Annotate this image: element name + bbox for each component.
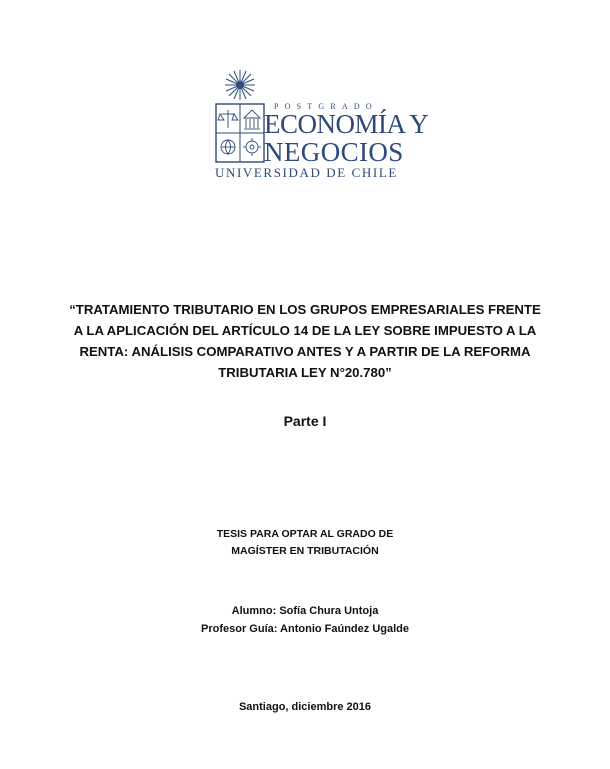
star-emblem-icon (212, 70, 272, 166)
university-logo (212, 70, 429, 185)
student-name: Alumno: Sofía Chura Untoja (231, 605, 379, 617)
logo-university-text: UNIVERSIDAD DE CHILE (215, 165, 398, 180)
authors-block (0, 602, 610, 638)
title-line: TRIBUTARIA LEY N°20.780” (218, 365, 392, 380)
place-date: Santiago, diciembre 2016 (238, 701, 372, 713)
degree-statement (0, 526, 610, 560)
logo-postgrado-text: POSTGRADO (274, 102, 378, 111)
logo-economia-text: ECONOMÍA Y (264, 109, 429, 139)
logo-negocios-text: NEGOCIOS (264, 137, 404, 167)
advisor-name: Profesor Guía: Antonio Faúndez Ugalde (201, 623, 409, 635)
title-line: A LA APLICACIÓN DEL ARTÍCULO 14 DE LA LEY SOBRE IMPUESTO A LA (73, 323, 537, 338)
title-line: “TRATAMIENTO TRIBUTARIO EN LOS GRUPOS EMPRESARIALES FRENTE (69, 302, 541, 317)
part-label: Parte I (283, 413, 327, 429)
thesis-title (40, 299, 570, 383)
title-line: RENTA: ANÁLISIS COMPARATIVO ANTES Y A PARTIR DE LA REFORMA (79, 344, 531, 359)
degree-line: MAGÍSTER EN TRIBUTACIÓN (231, 545, 379, 557)
degree-line: TESIS PARA OPTAR AL GRADO DE (216, 528, 394, 540)
